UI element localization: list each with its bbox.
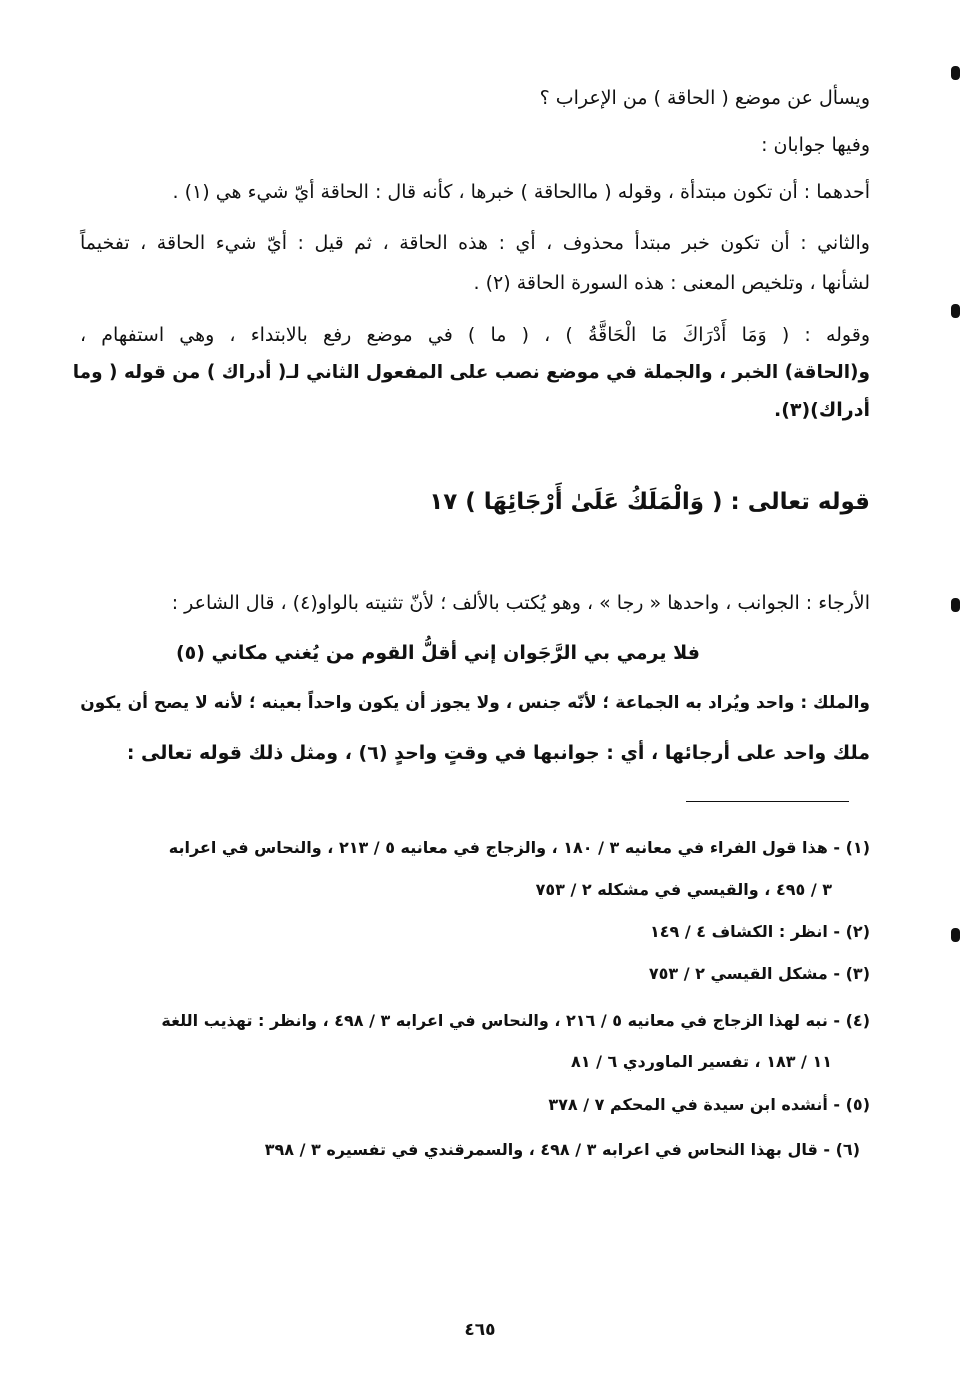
text-line-8: أدراك)(٣). (773, 399, 870, 421)
text-line-11: ملك واحد على أرجائها ، أي : جوانبها في وقتٍ واحدٍ (٦) ، ومثل ذلك قوله تعالى : (126, 742, 870, 764)
binder-hole-4 (951, 928, 960, 942)
binder-hole-3 (951, 598, 960, 612)
text-line-1: ويسأل عن موضع ( الحاقة ) من الإعراب ؟ (539, 87, 870, 109)
footnote-2: (٢) - انظر : الكشاف ٤ / ١٤٩ (649, 922, 870, 941)
text-line-10: والملك : واحد ويُراد به الجماعة ؛ لأنّه جنس ، ولا يجوز أن يكون واحداً بعينه ؛ لأنه لا يصح أن يكون (80, 693, 870, 713)
binder-hole-2 (951, 304, 960, 318)
footnote-1-line-2: ٣ / ٤٩٥ ، والقيسي في مشكله ٢ / ٧٥٣ (535, 880, 832, 899)
poetry-verse: فلا يرمي بي الرَّجَوان إني أقلُّ القوم من يُغني مكاني (٥) (175, 642, 700, 664)
verse-heading: قوله تعالى : ( وَالْمَلَكُ عَلَىٰ أَرْجَائِهَا ) ١٧ (429, 489, 870, 515)
text-line-6: وقوله : ( وَمَا أَدْرَاكَ مَا الْحَاقَّةُ ) ، ( ما ) في موضع رفع بالابتداء ، وهي استفهام ، (80, 324, 870, 346)
footnote-4-line-2: ١١ / ١٨٣ ، تفسير الماوردي ٦ / ٨١ (571, 1052, 832, 1071)
binder-hole-1 (951, 66, 960, 80)
text-line-9: الأرجاء : الجوانب ، واحدها « رجا » ، وهو يُكتب بالألف ؛ لأنّ تثنيته بالواو(٤) ، قال الشاعر : (171, 592, 870, 614)
footnote-6: (٦) - قال بهذا النحاس في اعرابه ٣ / ٤٩٨ ، والسمرقندي في تفسيره ٣ / ٣٩٨ (264, 1140, 860, 1159)
text-line-2: وفيها جوابان : (761, 134, 870, 156)
text-line-3: أحدهما : أن تكون مبتدأة ، وقوله ( ماالحاقة ) خبرها ، كأنه قال : الحاقة أيّ شيء هي (١) . (172, 181, 870, 203)
footnote-separator (686, 801, 849, 802)
footnote-3: (٣) - مشكل القيسي ٢ / ٧٥٣ (648, 964, 870, 983)
text-line-4: والثاني : أن تكون خبر مبتدأ محذوف ، أي : هذه الحاقة ، ثم قيل : أيّ شيء الحاقة ، تفخيماً (80, 232, 870, 254)
text-line-7: و(الحاقة) الخبر ، والجملة في موضع نصب على المفعول الثاني لـ( أدراك ) من قوله ( وما (72, 362, 870, 383)
page-number: ٤٦٥ (464, 1320, 496, 1340)
footnote-1-line-1: (١) - هذا قول الفراء في معانيه ٣ / ١٨٠ ، والزجاج في معانيه ٥ / ٢١٣ ، والنحاس في اعرابه (168, 838, 870, 857)
footnote-5: (٥) - أنشده ابن سيدة في المحكم ٧ / ٣٧٨ (548, 1095, 870, 1114)
text-line-5: لشأنها ، وتلخيص المعنى : هذه السورة الحاقة (٢) . (473, 272, 870, 294)
footnote-4-line-1: (٤) - نبه لهذا الزجاج في معانيه ٥ / ٢١٦ ، والنحاس في اعرابه ٣ / ٤٩٨ ، وانظر : تهذيب اللغة (161, 1011, 870, 1030)
